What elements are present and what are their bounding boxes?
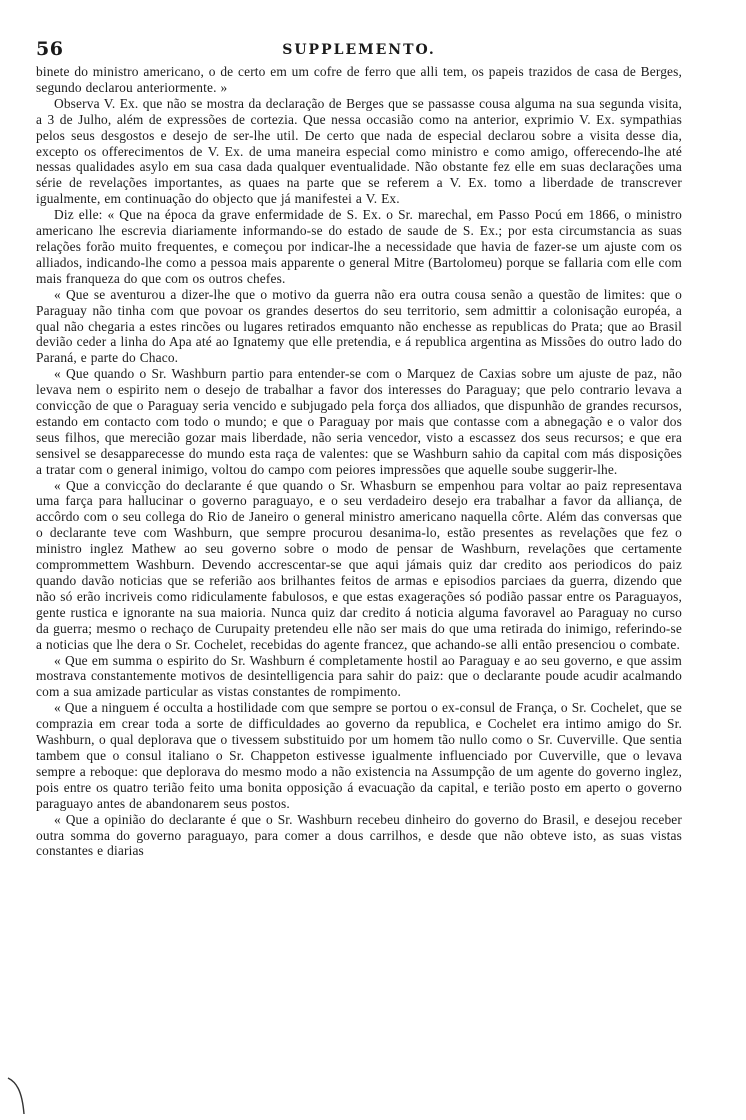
paragraph: « Que a opinião do declarante é que o Sr. Washburn recebeu dinheiro do governo do Brasil, e desejou receber outra somma do governo paraguayo, para comer a dous carrilhos, e desde que não obteve isto, as suas vistas constantes e diarias — [36, 811, 682, 859]
paragraph: Diz elle: « Que na época da grave enfermidade de S. Ex. o Sr. marechal, em Passo Pocú em 1866, o ministro americano lhe escrevia diariamente informando-se do estado de saude de S. Ex.; por esta circumstancia as suas relações forão muito frequentes, e começou por indicar-lhe a necessidade que havia de fazer-se um ajuste com os alliados, indicando-lhe como a pessoa mais apparente o general Mitre (Bartolomeu) porque se fallaria com elle com mais franqueza do que com os outros chefes. — [36, 207, 682, 286]
page-number: 56 — [36, 38, 64, 60]
document-page — [36, 38, 682, 1102]
paragraph: « Que a ninguem é occulta a hostilidade com que sempre se portou o ex-consul de França, o Sr. Cochelet, que se comprazia em crear toda a sorte de difficuldades ao governo da republica, e Cochelet era intimo amigo do Sr. Washburn, o qual deplorava que o tivessem substituido por um homem tão nullo como o Sr. Cuverville. Que sentia tambem que o consul italiano o Sr. Chappeton estivesse igualmente influenciado por Cuverville, que o levava sempre a reboque: que deplorava do mesmo modo a não existencia na Assumpção de um agente do governo inglez, pois entre os quatro terião feito uma bonita opposição á evacuação da capital, e terião posto em aperto o governo paraguayo antes de abandonarem seus postos. — [36, 700, 682, 811]
page-header — [36, 38, 682, 64]
binding-mark-icon — [6, 1076, 30, 1116]
paragraph: Observa V. Ex. que não se mostra da declaração de Berges que se passasse cousa alguma na sua segunda visita, a 3 de Julho, além de expressões de cortezia. Que nessa occasião como na anterior, exprimio V. Ex. sympathias pelos seus desgostos e desejo de ser-lhe util. De certo que nada de especial declarou sobre a visita desse dia, excepto os offerecimentos de V. Ex. de uma maneira especial como ministro e como amigo, offerecendo-lhe até nessas qualidades asylo em sua casa dada qualquer eventualidade. Não obstante fez elle em suas declarações uma série de revelações importantes, as quaes na parte que se referem a V. Ex. tomo a liberdade de transcrever igualmente, em continuação do objecto que já manifestei a V. Ex. — [36, 95, 682, 207]
body-text — [36, 64, 682, 859]
paragraph: « Que se aventurou a dizer-lhe que o motivo da guerra não era outra cousa senão a questão de limites: que o Paraguay não tinha com que povoar os grandes desertos do seu territorio, sem admittir a colonisação européa, a qual não chegaria a estes rincões ou lugares retirados emquanto não enchesse as republicas do Prata; que ao Brasil devião ceder a linha do Apa até ao Ignatemy que elle pretendia, e á republica argentina as Missões do outro lado do Paraná, e parte do Chaco. — [36, 286, 682, 366]
paragraph: « Que quando o Sr. Washburn partio para entender-se com o Marquez de Caxias sobre um ajuste de paz, não levava nem o espirito nem o desejo de trabalhar a favor dos interesses do Paraguay; que pelo contrario levava a convicção de que o Paraguay seria vencido e subjugado pela força dos alliados, que dispunhão de grandes recursos, estando em contacto com todo o mundo; e que o Paraguay por mais que contasse com a abnegação e o valor dos seus filhos, que merecião gozar mais liberdade, não seria vencedor, visto a escassez dos seus recursos; e que era sensivel se desapparecesse do mundo esta raça de valentes: que se Washburn sahio da capital com más disposições a tratar com o general inimigo, voltou do campo com peiores impressões que aquelle soube suggerir-lhe. — [36, 366, 682, 477]
paragraph: « Que a convicção do declarante é que quando o Sr. Whasburn se empenhou para voltar ao paiz representava uma farça para hallucinar o governo paraguayo, e o seu verdadeiro desejo era trabalhar a favor da alliança, de accôrdo com o seu collega do Rio de Janeiro o general ministro americano naquella côrte. Além das conversas que o declarante teve com Washburn, que sempre procurou desanima-lo, estão presentes as revelações que fez o ministro inglez Mathew ao seu governo sobre o modo de pensar de Washburn, revelações que certamente comprommettem Washburn. Devendo accrescentar-se que aqui jámais quiz dar credito aos periodicos do paiz quando davão noticias que se referião aos brilhantes feitos de armas e episodios parciaes da guerra, dizendo que não só erão incriveis como ridiculamente fabulosos, e que estas exagerações só podião passar entre os Paraguayos, gente rustica e ignorante na sua maioria. Nunca quiz dar credito á noticia alguma favoravel ao Paraguay no curso da guerra; mesmo o rechaço de Curupaity pretendeu elle não ser mais do que uma retirada do inimigo, referindo-se a noticias que lhe dera o Sr. Cochelet, recebidas do agente francez, que achando-se alli então presenciou o combate. — [36, 477, 682, 652]
paragraph: « Que em summa o espirito do Sr. Washburn é completamente hostil ao Paraguay e ao seu governo, e que assim mostrava constantemente motivos de desintelligencia para sahir do paiz: que o declarante poude acudir acalmando com a sua amizade particular as vistas constantes de rompimento. — [36, 652, 682, 700]
paragraph-continuation: binete do ministro americano, o de certo em um cofre de ferro que alli tem, os papeis trazidos de casa de Berges, segundo declarou anteriormente. » — [36, 64, 682, 95]
running-head: SUPPLEMENTO. — [282, 42, 436, 58]
